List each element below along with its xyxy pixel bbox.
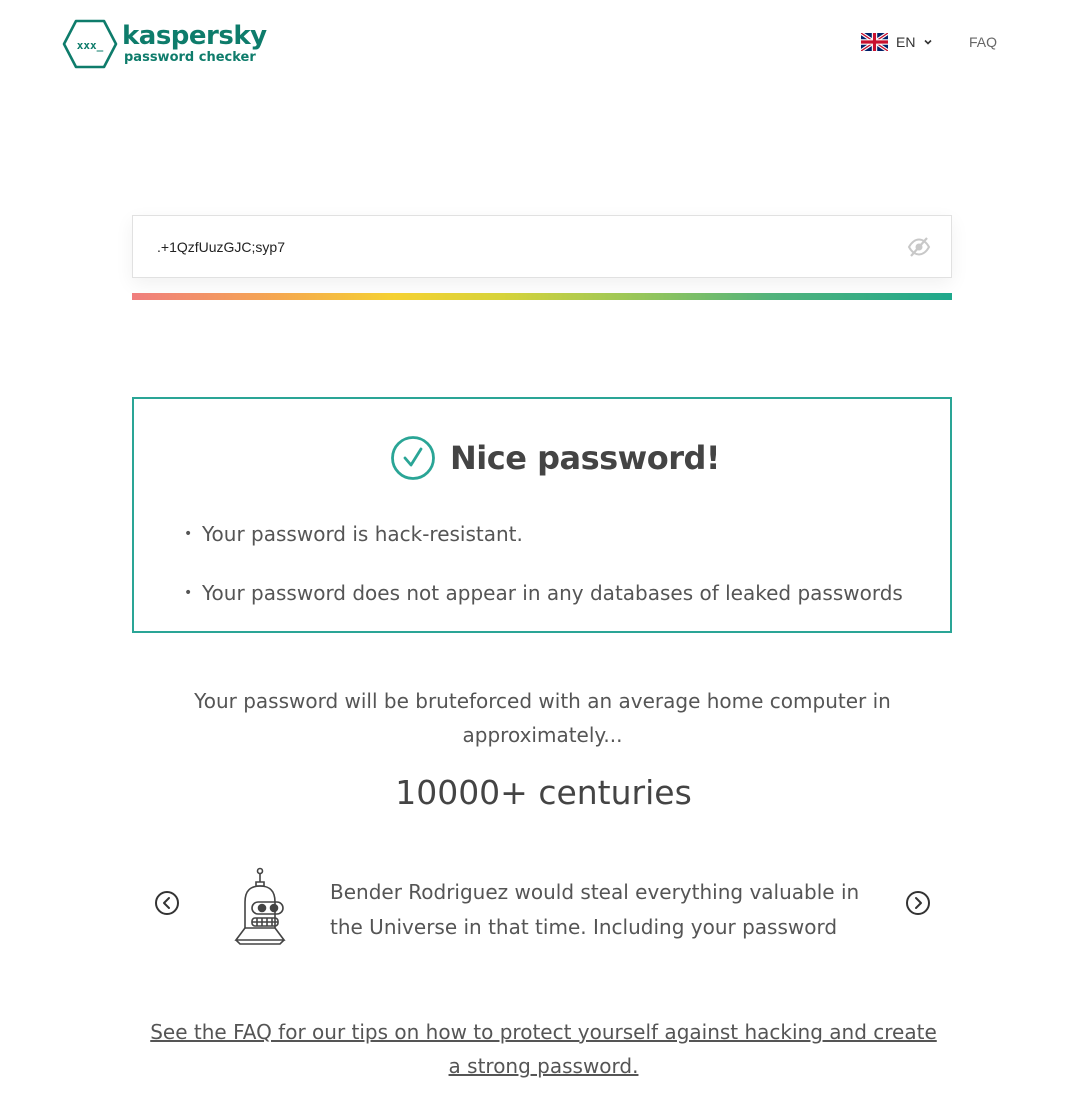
product-name: password checker xyxy=(124,50,256,65)
kaspersky-logo[interactable] xyxy=(62,19,267,69)
bruteforce-time: 10000+ centuries xyxy=(395,773,692,812)
strength-bar xyxy=(132,293,952,300)
result-heading xyxy=(390,435,720,481)
uk-flag-icon xyxy=(861,33,888,51)
result-title: Nice password! xyxy=(450,439,720,477)
logo-text xyxy=(122,22,267,66)
password-field[interactable] xyxy=(132,215,952,278)
check-circle-icon xyxy=(390,435,436,481)
brand-name: kaspersky xyxy=(122,21,267,51)
bruteforce-intro: Your password will be bruteforced with an average home computer in approximately... xyxy=(194,689,891,747)
svg-text:xxx_: xxx_ xyxy=(76,39,104,52)
password-input[interactable] xyxy=(157,236,877,258)
carousel-prev-button[interactable] xyxy=(154,890,180,916)
result-box xyxy=(132,397,952,633)
logo-hexagon-icon xyxy=(62,19,118,69)
list-item: • Your password does not appear in any databases of leaked passwords xyxy=(184,581,903,605)
result-bullets xyxy=(184,519,903,637)
carousel-next-button[interactable] xyxy=(905,890,931,916)
language-code: EN xyxy=(896,34,916,50)
bender-robot-icon xyxy=(232,866,288,946)
list-item: • Your password is hack-resistant. xyxy=(184,522,523,546)
language-selector[interactable] xyxy=(861,33,933,51)
eye-hidden-icon[interactable] xyxy=(907,236,931,258)
carousel-text: Bender Rodriguez would steal everything valuable in the Universe in that time. Including your password xyxy=(330,880,860,939)
faq-tip-link[interactable]: See the FAQ for our tips on how to protect yourself against hacking and create a strong password. xyxy=(150,1020,937,1078)
chevron-down-icon xyxy=(923,37,933,47)
faq-link[interactable]: FAQ xyxy=(969,34,998,50)
